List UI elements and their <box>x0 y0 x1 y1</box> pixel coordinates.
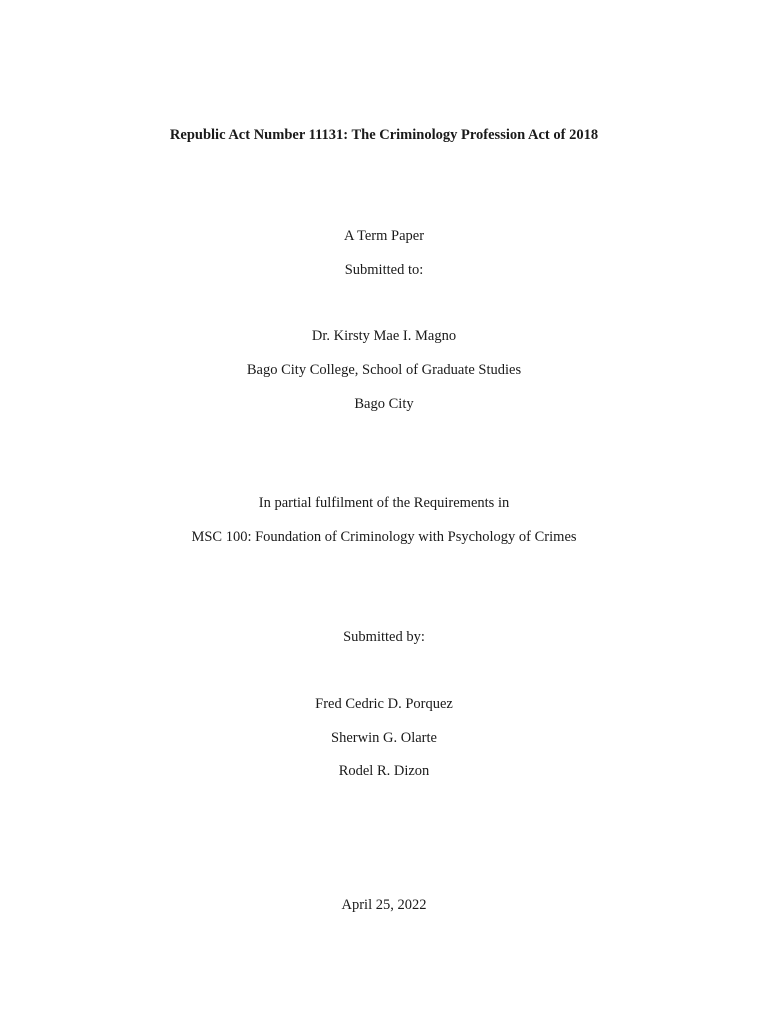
requirement-line: In partial fulfilment of the Requirements in <box>258 495 510 511</box>
author-name: Fred Cedric D. Porquez <box>315 696 453 712</box>
submitted-to-label: Submitted to: <box>344 262 424 278</box>
city-name: Bago City <box>354 396 414 412</box>
instructor-name: Dr. Kirsty Mae I. Magno <box>311 328 457 344</box>
institution-name: Bago City College, School of Graduate Studies <box>246 362 522 378</box>
author-name: Sherwin G. Olarte <box>331 730 437 746</box>
submission-date: April 25, 2022 <box>341 897 427 913</box>
paper-type: A Term Paper <box>343 228 425 244</box>
author-name: Rodel R. Dizon <box>338 763 430 779</box>
submitted-by-label: Submitted by: <box>343 629 425 645</box>
course-name: MSC 100: Foundation of Criminology with Psychology of Crimes <box>191 529 577 545</box>
document-title: Republic Act Number 11131: The Criminology Profession Act of 2018 <box>169 127 599 143</box>
